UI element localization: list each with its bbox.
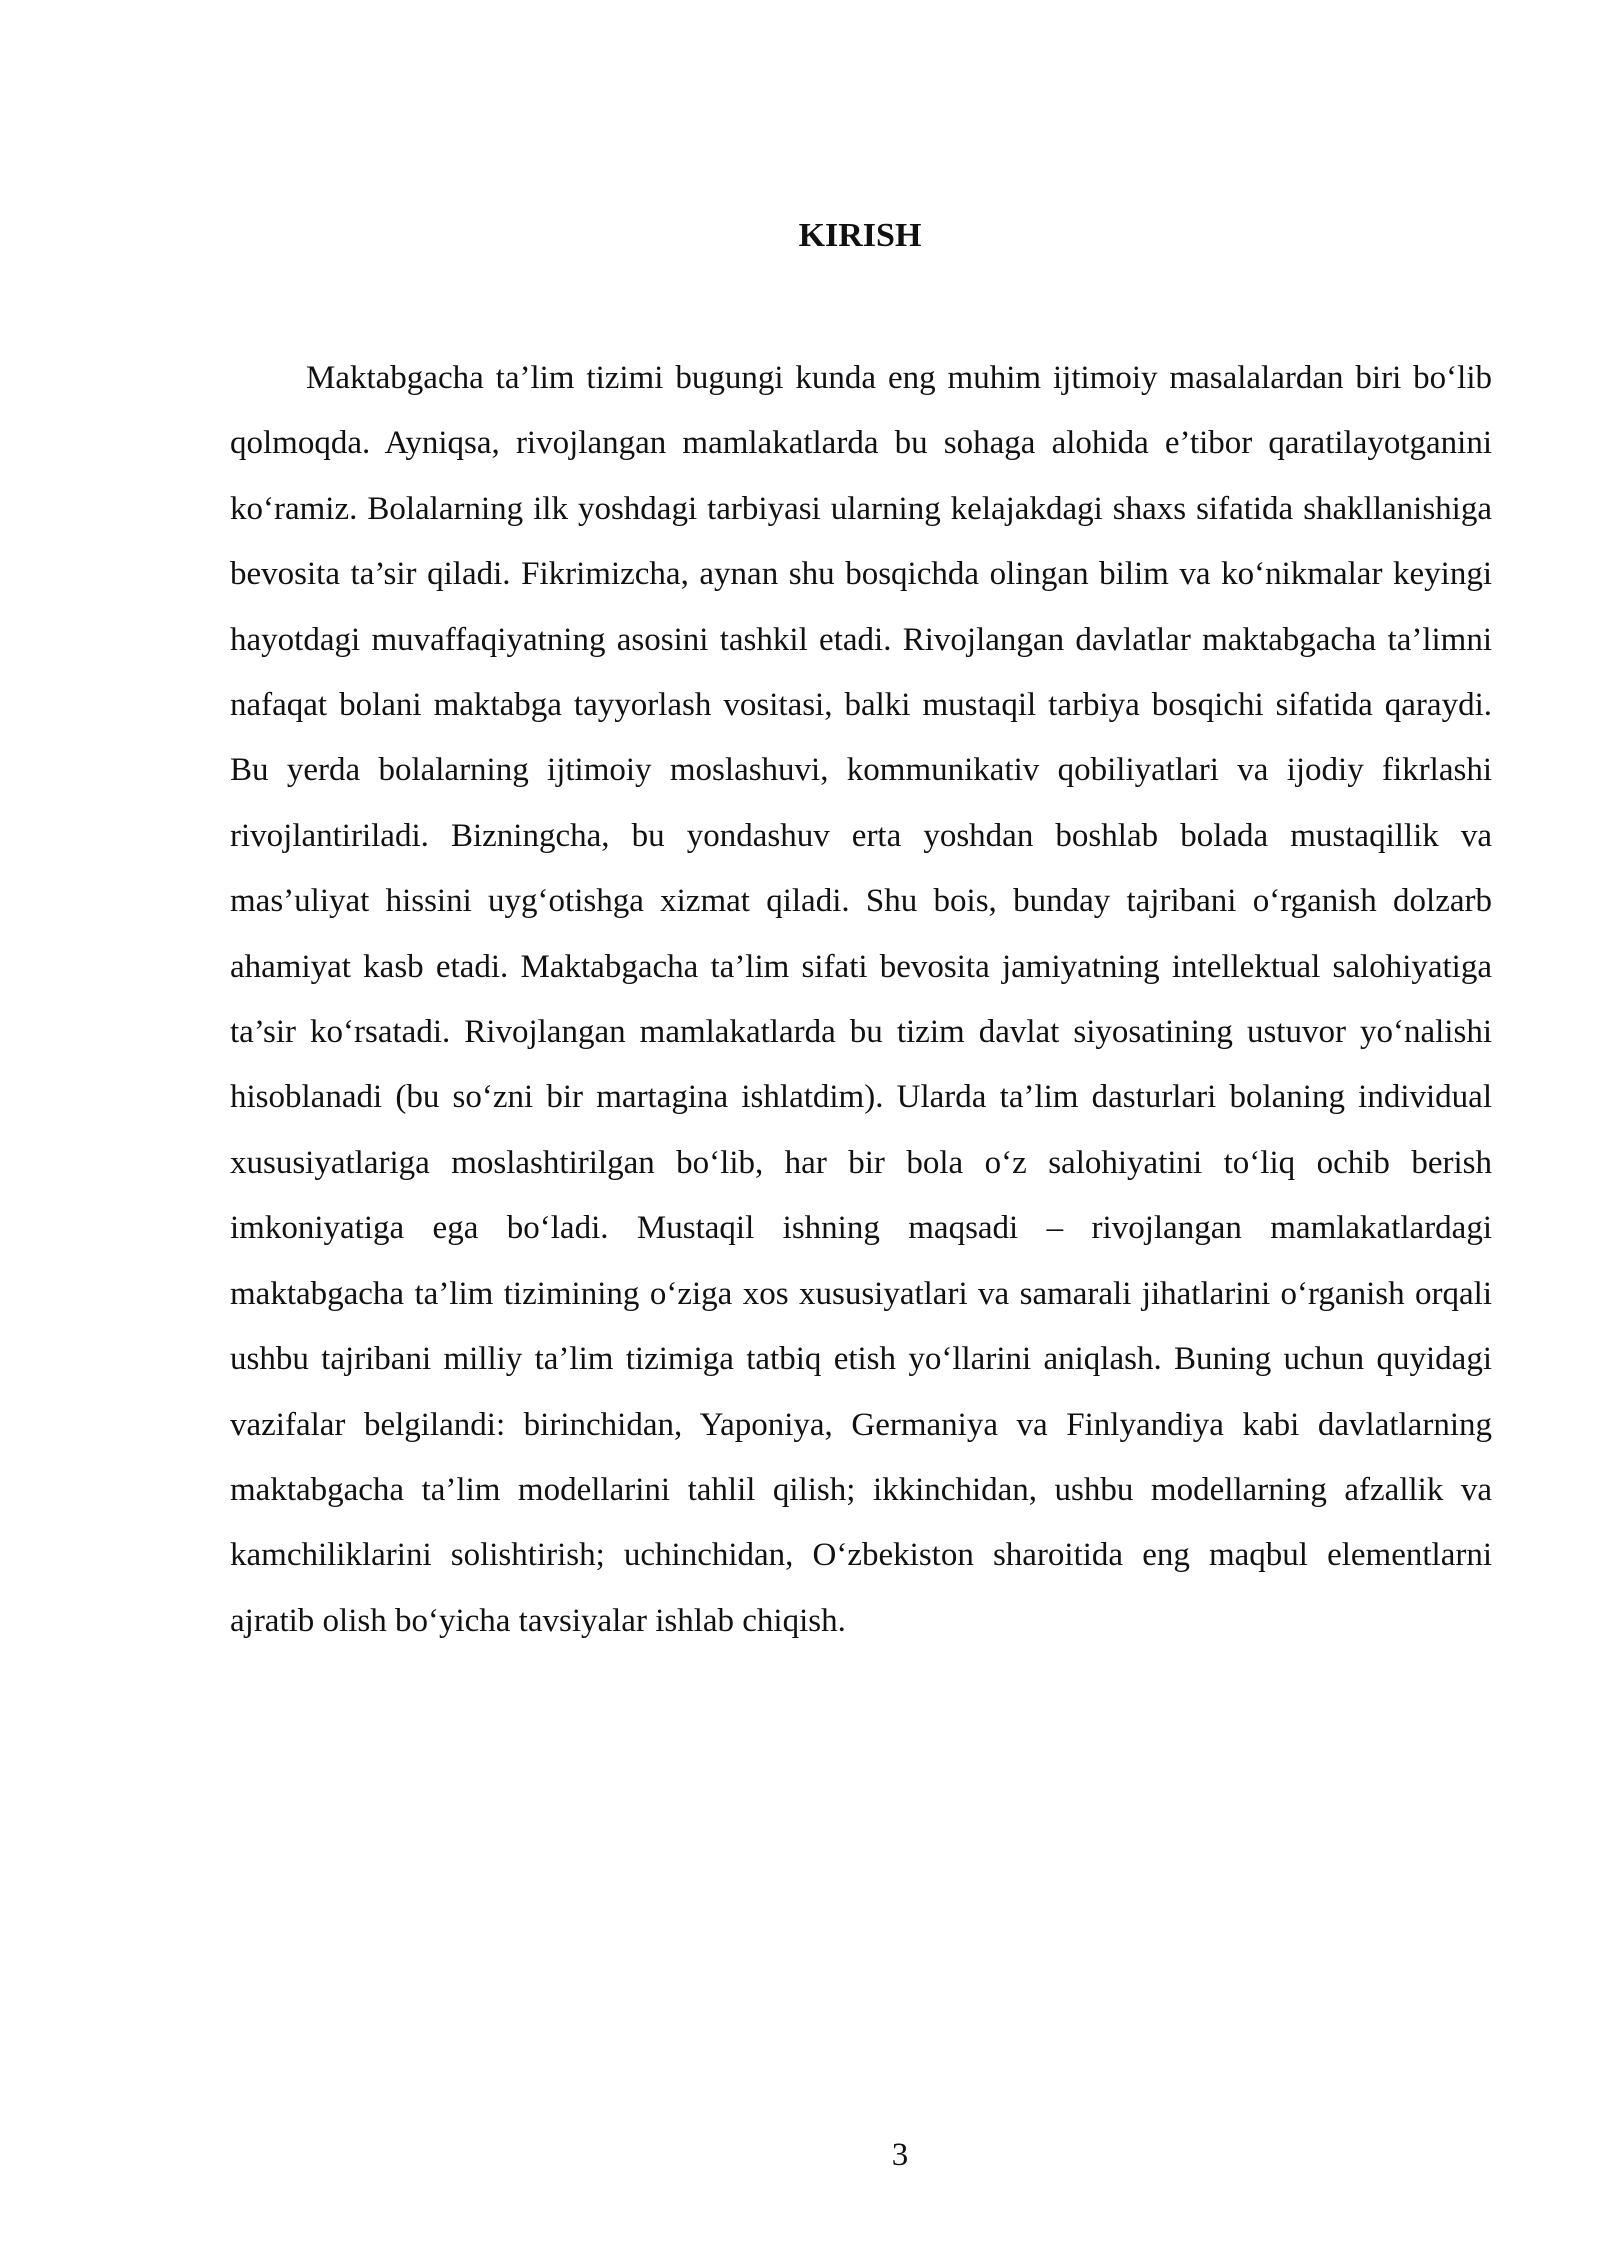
section-title: KIRISH [798, 217, 922, 254]
body-paragraph: Maktabgacha ta’lim tizimi bugungi kunda eng muhim ijtimoiy masalalardan biri bo‘lib qolmoqda. Ayniqsa, rivojlangan mamlakatlarda bu sohaga alohida e’tibor qaratilayotganini ko‘ramiz. Bolalarning ilk yoshdagi tarbiyasi ularning kelajakdagi shaxs sifatida shakllanishiga bevosita ta’sir qiladi. Fikrimizcha, aynan shu bosqichda olingan bilim va ko‘nikmalar keyingi hayotdagi muvaffaqiyatning asosini tashkil etadi. Rivojlangan davlatlar maktabgacha ta’limni nafaqat bolani maktabga tayyorlash vositasi, balki mustaqil tarbiya bosqichi sifatida qaraydi. Bu yerda bolalarning ijtimoiy moslashuvi, kommunikativ qobiliyatlari va ijodiy fikrlashi rivojlantiriladi. Bizningcha, bu yondashuv erta yoshdan boshlab bolada mustaqillik va mas’uliyat hissini uyg‘otishga xizmat qiladi. Shu bois, bunday tajribani o‘rganish dolzarb ahamiyat kasb etadi. Maktabgacha ta’lim sifati bevosita jamiyatning intellektual salohiyatiga ta’sir ko‘rsatadi. Rivojlangan mamlakatlarda bu tizim davlat siyosatining ustuvor yo‘nalishi hisoblanadi (bu so‘zni bir martagina ishlatdim). Ularda ta’lim dasturlari bolaning individual xususiyatlariga moslashtirilgan bo‘lib, har bir bola o‘z salohiyatini to‘liq ochib berish imkoniyatiga ega bo‘ladi. Mustaqil ishning maqsadi – rivojlangan mamlakatlardagi maktabgacha ta’lim tizimining o‘ziga xos xususiyatlari va samarali jihatlarini o‘rganish orqali ushbu tajribani milliy ta’lim tizimiga tatbiq etish yo‘llarini aniqlash. Buning uchun quyidagi vazifalar belgilandi: birinchidan, Yaponiya, Germaniya va Finlyandiya kabi davlatlarning maktabgacha ta’lim modellarini tahlil qilish; ikkinchidan, ushbu modellarning afzallik va kamchiliklarini solishtirish; uchinchidan, O‘zbekiston sharoitida eng maqbul elementlarni ajratib olish bo‘yicha tavsiyalar ishlab chiqish. [230, 360, 1492, 1639]
page-number: 3 [891, 2137, 909, 2173]
